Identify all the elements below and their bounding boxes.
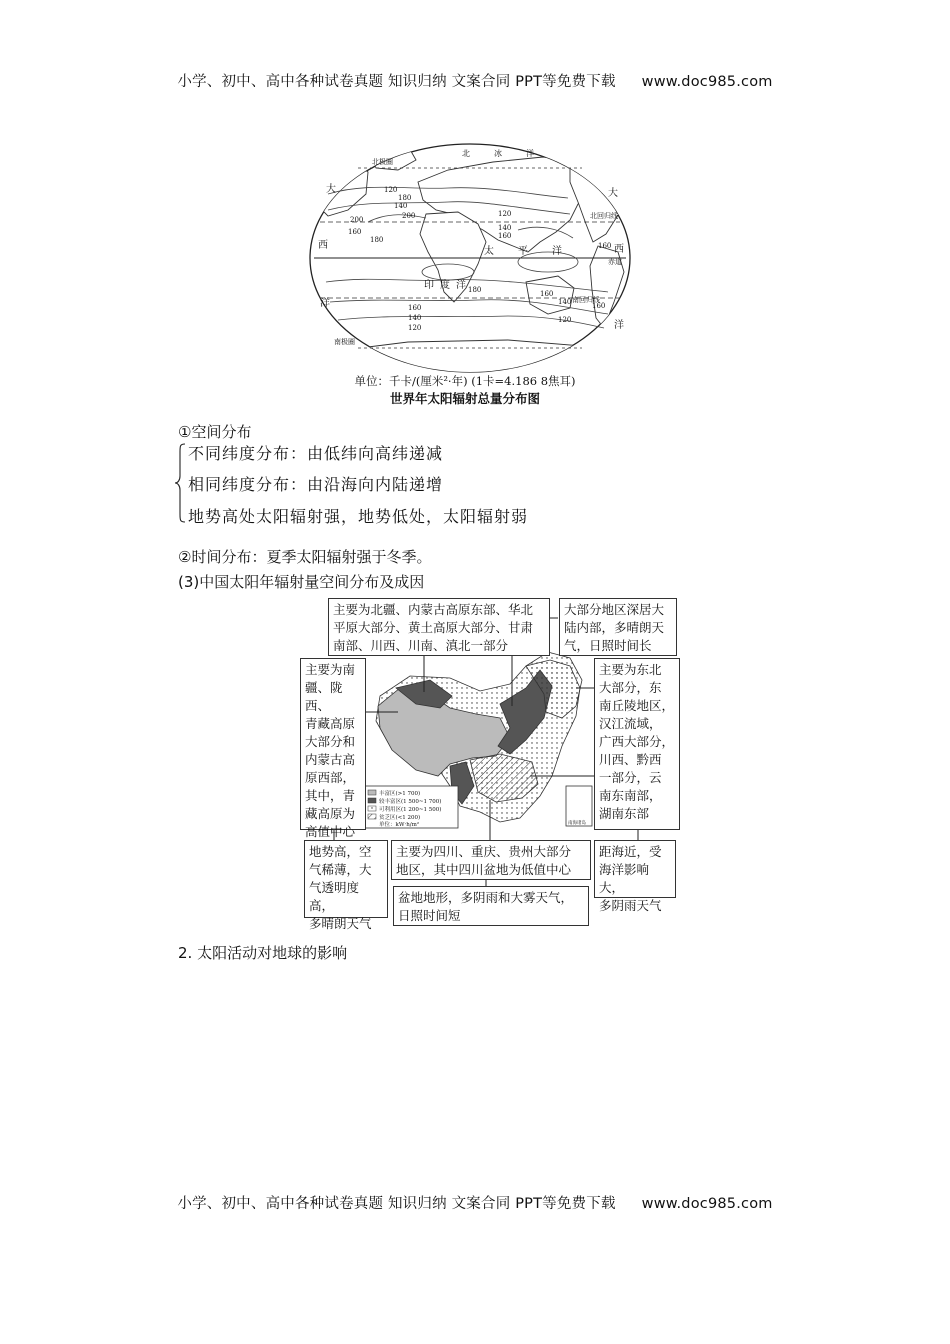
inset-label: 南海诸岛	[568, 821, 586, 826]
callout-box	[304, 840, 388, 931]
contour-label: 120	[498, 210, 512, 218]
contour-label: 140	[394, 202, 408, 210]
section-heading: (3)中国太阳年辐射量空间分布及成因	[178, 573, 425, 591]
brace-icon	[174, 442, 186, 524]
ocean-label: 大	[608, 188, 618, 199]
contour-label: 140	[498, 224, 512, 232]
callout-text: 大部分地区深居大 陆内部，多晴朗天 气，日照时间长	[564, 602, 665, 653]
world-map-unit: 单位：千卡/(厘米²·年) (1卡=4.186 8焦耳)	[354, 374, 576, 388]
callout-box	[300, 658, 366, 839]
contour-label: 140	[558, 298, 572, 306]
ocean-label: 度	[440, 280, 450, 291]
callout-box	[393, 886, 589, 926]
callout-text: 主要为东北 大部分，东 南丘陵地区， 汉江流域， 广西大部分， 川西、黔西 一部分，云 南东南部， 湖南东部	[599, 662, 675, 821]
header-site: www.doc985.com	[641, 74, 773, 90]
contour-label: 180	[468, 286, 482, 294]
legend-label: 丰富区(>1 700)	[379, 791, 421, 797]
page-header	[0, 70, 950, 91]
callout-box	[594, 658, 680, 830]
callout-text: 距海近，受 海洋影响大， 多阴雨天气	[599, 844, 662, 913]
contour-label: 120	[408, 324, 422, 332]
ocean-label: 西	[614, 244, 624, 255]
line-label: 南极圈	[334, 338, 355, 346]
ocean-label: 洋	[456, 280, 466, 291]
callout-box	[391, 840, 591, 880]
legend-unit: 单位：kW·h/m²	[379, 822, 420, 828]
page-footer	[0, 1192, 950, 1213]
south-sea-inset	[566, 786, 592, 826]
legend-label: 贫乏区(<1 200)	[379, 815, 421, 821]
contour-label: 160	[408, 304, 422, 312]
contour-label: 160	[498, 232, 512, 240]
section-heading: 2. 太阳活动对地球的影响	[178, 944, 348, 962]
contour-label: 160	[348, 228, 362, 236]
ocean-label: 印	[424, 280, 434, 291]
ocean-label: 西	[318, 240, 328, 251]
callout-text: 主要为南 疆、陇西、 青藏高原 大部分和 内蒙古高 原西部， 其中，青 藏高原为 高值中心	[305, 662, 356, 839]
line-label: 北回归线	[590, 212, 618, 220]
time-distribution: ②时间分布：夏季太阳辐射强于冬季。	[178, 548, 432, 566]
callout-text: 主要为四川、重庆、贵州大部分 地区，其中四川盆地为低值中心	[396, 844, 572, 877]
line-label: 北极圈	[372, 158, 393, 166]
contour-label: 140	[408, 314, 422, 322]
section-heading: ①空间分布	[178, 423, 252, 441]
ocean-label: 洋	[552, 246, 562, 257]
contour-label: 120	[384, 186, 398, 194]
distribution-item: 不同纬度分布：由低纬向高纬递减	[188, 444, 444, 463]
legend-label: 较丰富区(1 500~1 700)	[379, 799, 442, 805]
contour-label: 160	[598, 242, 612, 250]
contour-label: 180	[370, 236, 384, 244]
contour-label: 160	[540, 290, 554, 298]
ocean-label: 洋	[614, 320, 624, 331]
callout-text: 盆地地形，多阴雨和大雾天气， 日照时间短	[398, 890, 574, 923]
ocean-label: 北	[462, 149, 470, 158]
callout-box	[594, 840, 676, 913]
contour-label: 120	[558, 316, 572, 324]
ocean-label: 大	[326, 184, 336, 195]
ocean-label: 洋	[526, 149, 534, 158]
ocean-label: 洋	[320, 298, 330, 309]
distribution-item: 相同纬度分布：由沿海向内陆递增	[188, 475, 444, 494]
distribution-item: 地势高处太阳辐射强，地势低处，太阳辐射弱	[188, 507, 529, 526]
continent-antarctica	[308, 340, 632, 374]
callout-box	[328, 598, 550, 656]
header-text: 小学、初中、高中各种试卷真题 知识归纳 文案合同 PPT等免费下载	[177, 74, 616, 90]
ocean-label: 冰	[494, 149, 502, 158]
legend-label: 可利用区(1 200~1 500)	[379, 807, 442, 813]
contour-label: 160	[592, 302, 606, 310]
footer-site: www.doc985.com	[641, 1196, 773, 1212]
line-label: 南回归线	[572, 296, 600, 304]
contour-label: 200	[402, 212, 416, 220]
world-map-title: 世界年太阳辐射总量分布图	[389, 391, 540, 406]
contour-label: 200	[350, 216, 364, 224]
line-label: 赤道	[608, 258, 622, 266]
contour-label: 180	[398, 194, 412, 202]
callout-text: 地势高，空 气稀薄，大 气透明度高， 多晴朗天气	[309, 844, 372, 931]
ocean-label: 平	[518, 246, 528, 257]
ocean-label: 太	[484, 246, 494, 257]
footer-text: 小学、初中、高中各种试卷真题 知识归纳 文案合同 PPT等免费下载	[177, 1196, 616, 1212]
world-radiation-map	[308, 142, 632, 374]
callout-text: 主要为北疆、内蒙古高原东部、华北 平原大部分、黄土高原大部分、甘肃 南部、川西、川南、滇北一部分	[333, 602, 534, 653]
callout-box	[559, 598, 677, 656]
